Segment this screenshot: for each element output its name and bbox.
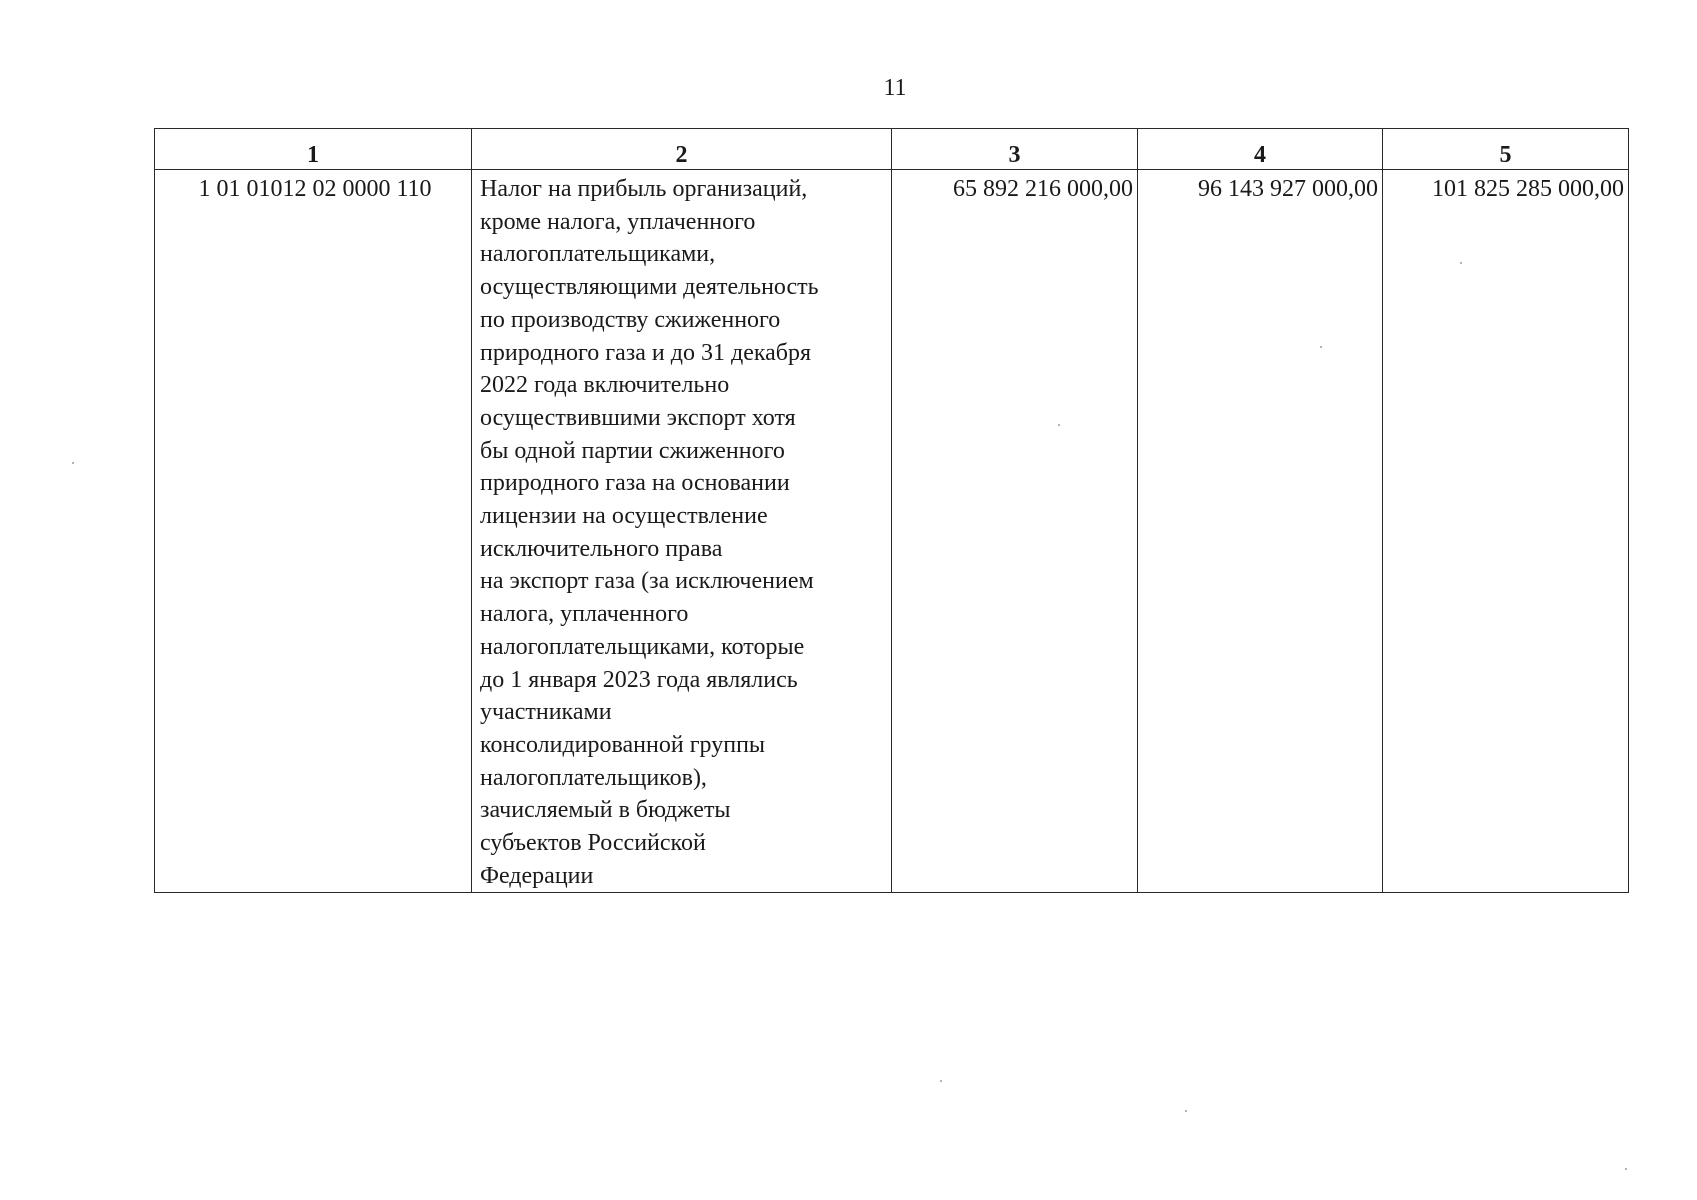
- income-name-line: субъектов Российской: [480, 830, 706, 857]
- income-name-line: до 1 января 2023 года являлись: [480, 666, 798, 693]
- header-col-1: 1: [155, 129, 472, 170]
- income-name-line: на экспорт газа (за исключением: [480, 568, 814, 595]
- income-name-line: налогоплательщиками,: [480, 241, 716, 268]
- income-name-line: природного газа и до 31 декабря: [480, 339, 812, 366]
- income-name-line: лицензии на осуществление: [480, 503, 768, 530]
- table-header-row: [155, 129, 1629, 170]
- income-name-line: бы одной партии сжиженного: [480, 437, 785, 464]
- scan-speck: [1320, 346, 1322, 348]
- scan-speck: [940, 1080, 942, 1082]
- income-name-line: кроме налога, уплаченного: [480, 208, 756, 235]
- income-name-line: налога, уплаченного: [480, 601, 689, 628]
- income-name-line: 2022 года включительно: [480, 372, 730, 399]
- amount-col-4: 96 143 927 000,00: [1138, 170, 1383, 893]
- income-name-line: по производству сжиженного: [480, 306, 781, 333]
- income-name-line: природного газа на основании: [480, 470, 790, 497]
- table-row: [155, 170, 1629, 893]
- income-name-line: исключительного права: [480, 535, 723, 562]
- income-name-line: налогоплательщиками, которые: [480, 633, 805, 660]
- scan-speck: [1185, 1110, 1187, 1112]
- header-col-5: 5: [1383, 129, 1629, 170]
- income-name-line: Налог на прибыль организаций,: [480, 176, 808, 202]
- income-name-line: консолидированной группы: [480, 731, 766, 758]
- income-name-line: осуществляющими деятельность: [480, 274, 819, 301]
- header-col-2: 2: [472, 129, 892, 170]
- income-name-line: Федерации: [480, 862, 594, 889]
- income-name-line: зачисляемый в бюджеты: [480, 797, 731, 824]
- income-name: [472, 170, 892, 893]
- scan-speck: [1460, 262, 1462, 264]
- scan-speck: [1058, 424, 1060, 426]
- income-name-line: участниками: [480, 699, 612, 726]
- header-col-3: 3: [892, 129, 1138, 170]
- header-col-4: 4: [1138, 129, 1383, 170]
- amount-col-5: 101 825 285 000,00: [1383, 170, 1629, 893]
- page-number: 11: [883, 75, 907, 101]
- scan-speck: [1625, 1168, 1627, 1170]
- income-name-line: осуществившими экспорт хотя: [480, 404, 796, 431]
- income-name-line: налогоплательщиков),: [480, 764, 707, 791]
- scan-speck: [72, 462, 74, 464]
- amount-col-3: 65 892 216 000,00: [892, 170, 1138, 893]
- budget-table: [154, 128, 1629, 893]
- budget-classification-code: 1 01 01012 02 0000 110: [155, 170, 472, 893]
